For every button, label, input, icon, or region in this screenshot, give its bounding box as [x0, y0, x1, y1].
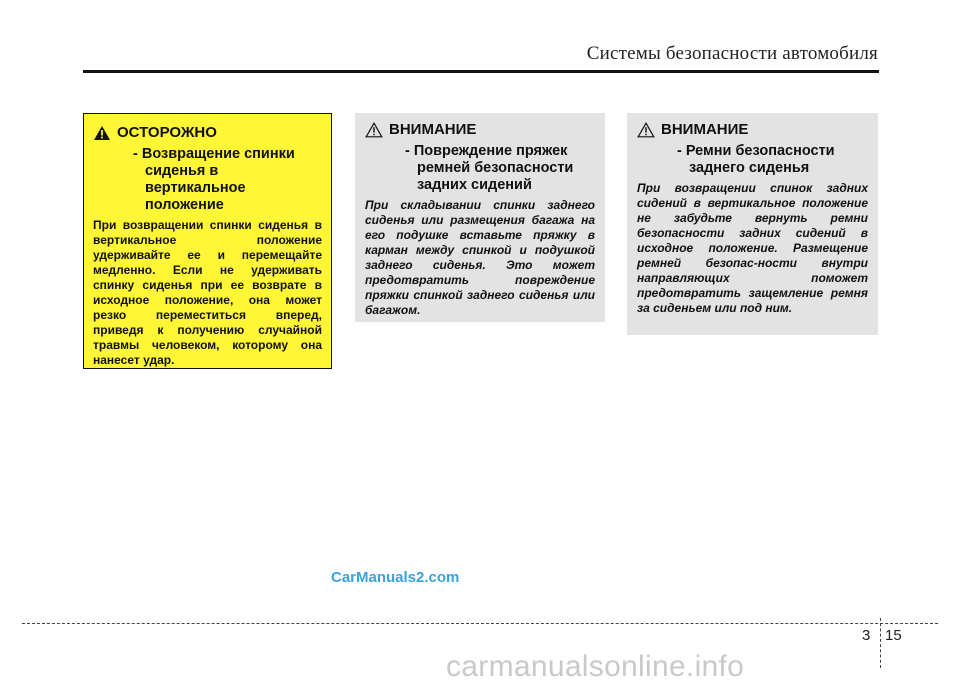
page-number-separator — [880, 618, 881, 668]
caution-triangle-icon — [637, 122, 655, 143]
warning-box — [83, 113, 332, 369]
watermark-link-carmanuals2[interactable]: CarManuals2.com — [331, 569, 460, 586]
caution-title-belts: ВНИМАНИЕ — [661, 121, 749, 138]
section-title: Системы безопасности автомобиля — [586, 43, 878, 64]
watermark-carmanualsonline: carmanualsonline.info — [446, 650, 745, 683]
caution-body-buckles: При складывании спинки заднего сиденья или размещения багажа на его подушке вставьте пряжку в карман между спинкой и подушкой заднего сиденья. Это может предотвратить повреждение пряжки спинкой заднего сиденья или багажом. — [365, 198, 595, 317]
warning-triangle-icon — [93, 125, 111, 146]
warning-body: При возвращении спинки сиденья в вертикальное положение удерживайте ее и перемещайте медленно. Если не удерживать спинку сиденья при ее возврате в исходное положение, она может резко переместиться вперед, приведя к получению случайной травмы человеком, которому она нанесет удар. — [93, 218, 322, 367]
warning-header — [93, 124, 322, 146]
caution-triangle-icon — [365, 122, 383, 143]
chapter-number: 3 — [862, 627, 871, 644]
caution-header-belts — [637, 121, 868, 143]
header-divider — [83, 70, 879, 73]
page-number: 15 — [885, 627, 902, 644]
caution-subtitle-belts: - Ремни безопасности заднего сиденья — [677, 143, 835, 176]
caution-box-buckles — [355, 113, 605, 322]
warning-subtitle: - Возвращение спинки сиденья в вертикальное положение — [133, 146, 295, 213]
footer-divider — [22, 623, 938, 624]
caution-title-buckles: ВНИМАНИЕ — [389, 121, 477, 138]
caution-subtitle-buckles: - Повреждение пряжек ремней безопасности задних сидений — [405, 143, 574, 193]
caution-body-belts: При возвращении спинок задних сидений в вертикальное положение не забудьте вернуть ремни безопасности задних сидений в исходное положение. Размещение ремней безопас-ности внутри направляющих поможет предотвратить защемление ремня за сиденьем или под ним. — [637, 181, 868, 315]
warning-title: ОСТОРОЖНО — [117, 124, 217, 141]
caution-box-belts — [627, 113, 878, 335]
caution-header-buckles — [365, 121, 595, 143]
